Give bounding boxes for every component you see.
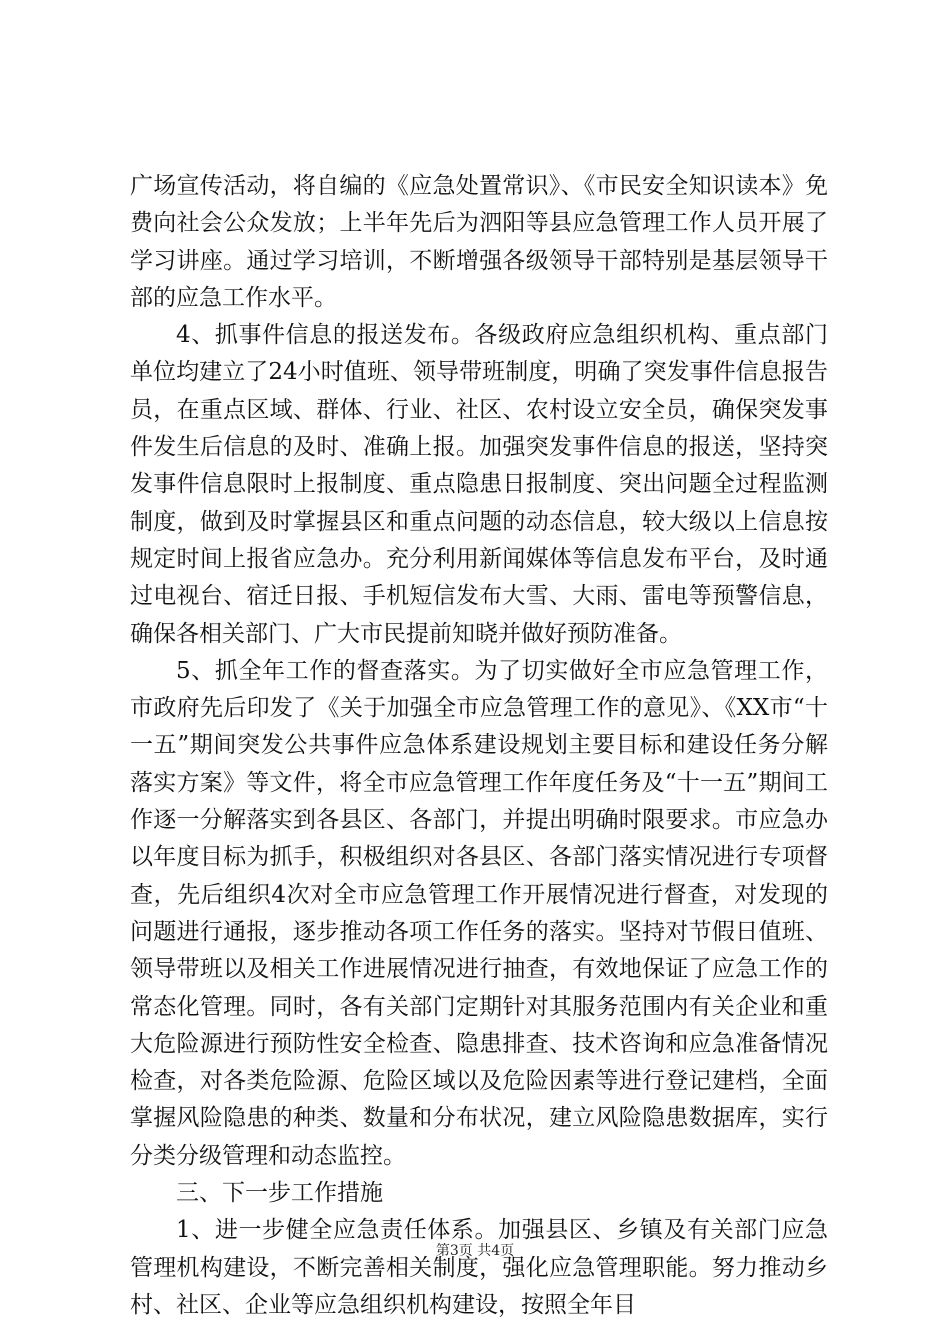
document-body [130, 168, 828, 1324]
paragraph-supervision: 5、抓全年工作的督查落实。为了切实做好全市应急管理工作，市政府先后印发了《关于加强全市应急管理工作的意见》、《XX市“十一五”期间突发公共事件应急体系建设规划主要目标和建设任务分解落实方案》等文件，将全市应急管理工作年度任务及“十一五”期间工作逐一分解落实到各县区、各部门，并提出明确时限要求。市应急办以年度目标为抓手，积极组织对各县区、各部门落实情况进行专项督查，先后组织4次对全市应急管理工作开展情况进行督查，对发现的问题进行通报，逐步推动各项工作任务的落实。坚持对节假日值班、领导带班以及相关工作进展情况进行抽查，有效地保证了应急工作的常态化管理。同时，各有关部门定期针对其服务范围内有关企业和重大危险源进行预防性安全检查、隐患排查、技术咨询和应急准备情况检查，对各类危险源、危险区域以及危险因素等进行登记建档，全面掌握风险隐患的种类、数量和分布状况，建立风险隐患数据库，实行分类分级管理和动态监控。 [130, 657, 828, 1169]
paragraph-information-reporting: 4、抓事件信息的报送发布。各级政府应急组织机构、重点部门单位均建立了24小时值班、领导带班制度，明确了突发事件信息报告员，在重点区域、群体、行业、社区、农村设立安全员，确保突发事件发生后信息的及时、准确上报。加强突发事件信息的报送，坚持突发事件信息限时上报制度、重点隐患日报制度、突出问题全过程监测制度，做到及时掌握县区和重点问题的动态信息，较大级以上信息按规定时间上报省应急办。充分利用新闻媒体等信息发布平台，及时通过电视台、宿迁日报、手机短信发布大雪、大雨、雷电等预警信息，确保各相关部门、广大市民提前知晓并做好预防准备。 [130, 322, 828, 647]
section-heading-next-steps: 三、下一步工作措施 [176, 1180, 383, 1207]
page-number-footer: 第3页 共4页 [435, 1243, 515, 1259]
paragraph-publicity: 广场宣传活动，将自编的《应急处置常识》、《市民安全知识读本》免费向社会公众发放；上半年先后为泗阳等县应急管理工作人员开展了学习讲座。通过学习培训，不断增强各级领导干部特别是基层领导干部的应急工作水平。 [130, 173, 828, 311]
paragraph-responsibility-system: 1、进一步健全应急责任体系。加强县区、乡镇及有关部门应急管理机构建设，不断完善相关制度，强化应急管理职能。努力推动乡村、社区、企业等应急组织机构建设，按照全年目 [130, 1217, 828, 1318]
